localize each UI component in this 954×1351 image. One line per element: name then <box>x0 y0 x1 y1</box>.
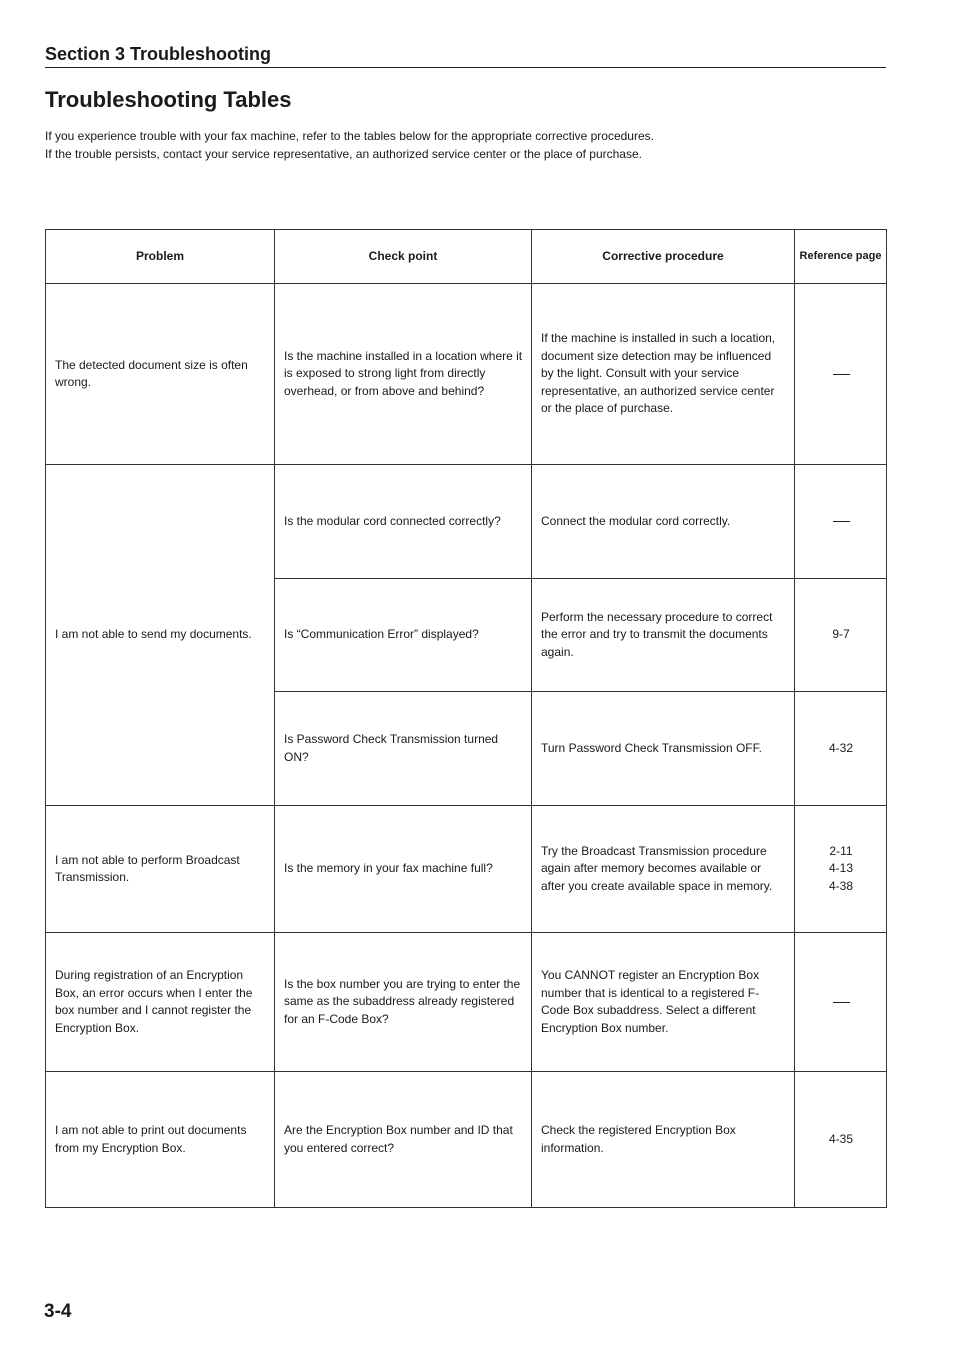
table-row <box>46 1072 887 1208</box>
troubleshooting-table <box>45 229 887 1208</box>
intro-line-1: If you experience trouble with your fax machine, refer to the tables below for the appropriate corrective procedures. <box>45 129 654 143</box>
procedure-cell: You CANNOT register an Encryption Box number that is identical to a registered F-Code Box subaddress. Select a different Encryption Box number. <box>532 933 795 1072</box>
reference-page: 4-38 <box>828 878 854 893</box>
procedure-cell: If the machine is installed in such a location, document size detection may be influenced by the light. Consult with your service representative, an authorized service center or the place of purchase. <box>532 284 795 465</box>
table-row <box>46 933 887 1072</box>
check-point-cell: Is the machine installed in a location where it is exposed to strong light from directly overhead, or from above and behind? <box>275 284 532 465</box>
problem-cell: The detected document size is often wrong. <box>46 284 275 465</box>
problem-cell: I am not able to perform Broadcast Transmission. <box>46 806 275 933</box>
check-point-cell: Is Password Check Transmission turned ON? <box>275 692 532 806</box>
procedure-cell: Perform the necessary procedure to correct the error and try to transmit the documents again. <box>532 579 795 692</box>
header-corrective-procedure: Corrective procedure <box>532 230 795 284</box>
procedure-cell: Try the Broadcast Transmission procedure again after memory becomes available or after you create available space in memory. <box>532 806 795 933</box>
procedure-cell: Connect the modular cord correctly. <box>532 465 795 579</box>
reference-page: 4-13 <box>828 861 854 876</box>
reference-page: 4-35 <box>828 1131 854 1146</box>
reference-page: 9-7 <box>832 627 850 642</box>
reference-cell <box>795 806 887 933</box>
section-title: Section 3 Troubleshooting <box>45 44 272 64</box>
check-point-cell: Is the modular cord connected correctly? <box>275 465 532 579</box>
table-row <box>46 284 887 465</box>
check-point-cell: Is the memory in your fax machine full? <box>275 806 532 933</box>
reference-cell <box>795 284 887 465</box>
table-header-row <box>46 230 887 284</box>
table-row <box>46 806 887 933</box>
reference-cell <box>795 1072 887 1208</box>
reference-page: 4-32 <box>828 740 854 755</box>
check-point-cell: Are the Encryption Box number and ID that you entered correct? <box>275 1072 532 1208</box>
intro-text <box>45 128 905 163</box>
reference-cell <box>795 579 887 692</box>
reference-page: 2-11 <box>829 843 853 858</box>
header-problem: Problem <box>46 230 275 284</box>
section-header <box>45 43 886 68</box>
intro-line-2: If the trouble persists, contact your service representative, an authorized service center or the place of purchase. <box>45 146 642 161</box>
dash-mark <box>833 374 850 375</box>
header-check-point: Check point <box>275 230 532 284</box>
problem-cell: I am not able to send my documents. <box>46 465 275 806</box>
check-point-cell: Is “Communication Error” displayed? <box>275 579 532 692</box>
page-number: 3-4 <box>44 1301 72 1322</box>
problem-cell: I am not able to print out documents from my Encryption Box. <box>46 1072 275 1208</box>
table-row <box>46 465 887 579</box>
dash-mark <box>833 521 850 522</box>
reference-cell <box>795 692 887 806</box>
problem-cell: During registration of an Encryption Box, an error occurs when I enter the box number and I cannot register the Encryption Box. <box>46 933 275 1072</box>
procedure-cell: Turn Password Check Transmission OFF. <box>532 692 795 806</box>
reference-cell <box>795 933 887 1072</box>
dash-mark <box>833 1002 850 1003</box>
procedure-cell: Check the registered Encryption Box information. <box>532 1072 795 1208</box>
check-point-cell: Is the box number you are trying to enter the same as the subaddress already registered for an F-Code Box? <box>275 933 532 1072</box>
reference-cell <box>795 465 887 579</box>
header-reference-page: Reference page <box>795 230 887 284</box>
page-title: Troubleshooting Tables <box>45 87 292 112</box>
